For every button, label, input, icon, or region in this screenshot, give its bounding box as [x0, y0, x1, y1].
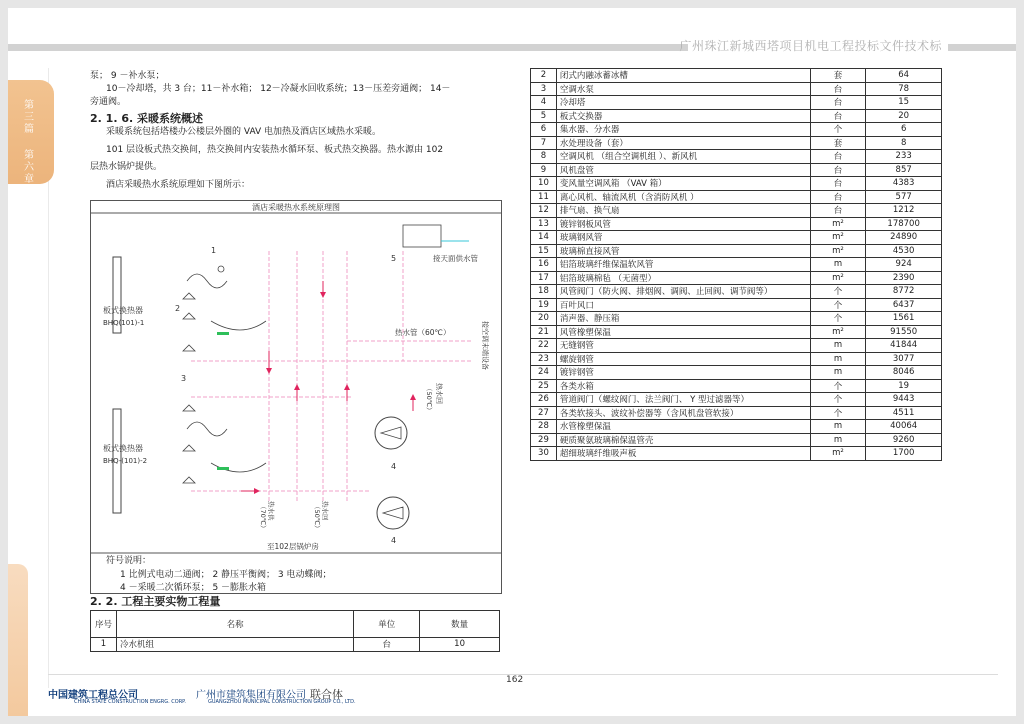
- component-number-2: 2: [175, 304, 181, 313]
- cell-unit: 个: [810, 298, 866, 312]
- hot-water-system-diagram: [90, 200, 502, 594]
- cell-number: 12: [531, 204, 557, 218]
- section-heading-216: 2. 1. 6. 采暖系统概述: [90, 112, 203, 125]
- pump-1-symbol: [381, 427, 401, 439]
- cell-quantity: 78: [866, 82, 942, 96]
- cell-quantity: 1561: [866, 312, 942, 326]
- header-bar-left: [8, 44, 688, 51]
- cell-number: 19: [531, 298, 557, 312]
- cell-quantity: 4511: [866, 406, 942, 420]
- table-row: [531, 109, 942, 123]
- cell-unit: 台: [810, 177, 866, 191]
- table-row: [531, 96, 942, 110]
- table-row: [531, 325, 942, 339]
- cell-unit: 台: [810, 109, 866, 123]
- cell-number: 8: [531, 150, 557, 164]
- quantities-table-right: [530, 68, 942, 461]
- makeup-water-label: 接天面供水管: [433, 254, 478, 263]
- table-row: [531, 406, 942, 420]
- cell-name: 风管橡塑保温: [556, 325, 810, 339]
- quantities-table-left: [90, 610, 500, 652]
- cell-unit: 个: [810, 285, 866, 299]
- cell-number: 18: [531, 285, 557, 299]
- paragraph-4: 酒店采暖热水系统原理如下图所示：: [106, 180, 251, 190]
- cell-name: 镀锌钢板风管: [556, 217, 810, 231]
- joint-venture-label: 联合体: [310, 688, 343, 701]
- cell-number: 26: [531, 393, 557, 407]
- cell-quantity: 2390: [866, 271, 942, 285]
- table-row: [91, 638, 500, 652]
- cell-number: 25: [531, 379, 557, 393]
- cell-unit: 个: [810, 379, 866, 393]
- cell-quantity: 924: [866, 258, 942, 272]
- intro-line-1: 泵； 9 －补水泵；: [90, 71, 165, 81]
- cell-quantity: 40064: [866, 420, 942, 434]
- table-row: [531, 136, 942, 150]
- cell-quantity: 20: [866, 109, 942, 123]
- cell-number: 4: [531, 96, 557, 110]
- cell-number: 14: [531, 231, 557, 245]
- header-name: 名称: [116, 611, 353, 638]
- cell-unit: m²: [810, 325, 866, 339]
- cell-quantity: 8: [866, 136, 942, 150]
- header-unit: 单位: [354, 611, 420, 638]
- side-tab-part: 第三篇: [24, 100, 34, 135]
- cell-number: 9: [531, 163, 557, 177]
- cell-number: 6: [531, 123, 557, 137]
- cell-unit: m: [810, 420, 866, 434]
- exchanger-1-label: 板式换热器: [103, 306, 143, 315]
- cell-name: 玻璃棉直接风管: [556, 244, 810, 258]
- diagram-svg: [91, 201, 501, 593]
- valve-cluster-top: [183, 266, 266, 351]
- paragraph-2: 101 层设板式热交换间，热交换间内安装热水循环泵、板式热交换器。热水源由 102: [106, 145, 444, 155]
- table-row: [531, 366, 942, 380]
- cell-name: 空调风机 （组合空调机组 ）、新风机: [556, 150, 810, 164]
- cell-number: 16: [531, 258, 557, 272]
- component-number-3: 3: [181, 374, 187, 383]
- legend-line-1: 1 比例式电动二通阀； 2 静压平衡阀； 3 电动蝶阀；: [120, 570, 332, 580]
- cell-name: 水处理设备（套）: [556, 136, 810, 150]
- table-row: [531, 393, 942, 407]
- cell-unit: m: [810, 258, 866, 272]
- cell-number: 23: [531, 352, 557, 366]
- cell-name: 各类水箱: [556, 379, 810, 393]
- cell-name: 百叶风口: [556, 298, 810, 312]
- right-table-body: [531, 69, 942, 461]
- company-logo-left-en: CHINA STATE CONSTRUCTION ENGRG. CORP.: [74, 699, 186, 705]
- page-number: 162: [506, 675, 524, 685]
- cell-number: 27: [531, 406, 557, 420]
- header-quantity: 数量: [420, 611, 500, 638]
- table-row: [531, 123, 942, 137]
- cell-unit: 台: [354, 638, 420, 652]
- cell-number: 11: [531, 190, 557, 204]
- hot-water-return-temp: （50℃）: [425, 385, 433, 414]
- component-number-4a: 4: [391, 462, 397, 471]
- cell-quantity: 10: [420, 638, 500, 652]
- cell-unit: m²: [810, 447, 866, 461]
- cell-unit: m: [810, 433, 866, 447]
- cell-unit: 个: [810, 123, 866, 137]
- hot-supply-temp: （70℃）: [259, 503, 267, 532]
- cell-unit: 个: [810, 393, 866, 407]
- cell-quantity: 1700: [866, 447, 942, 461]
- table-row: [531, 217, 942, 231]
- cell-number: 13: [531, 217, 557, 231]
- cell-number: 1: [91, 638, 117, 652]
- to-boiler-label: 至102层锅炉房: [267, 542, 319, 551]
- hot-water-return-label: 热水回: [435, 383, 443, 404]
- side-decoration: [8, 564, 28, 716]
- cell-quantity: 24890: [866, 231, 942, 245]
- pink-pipes: [191, 251, 471, 501]
- cell-unit: 套: [810, 69, 866, 83]
- cell-unit: m²: [810, 244, 866, 258]
- cell-name: 铝箔玻璃纤维保温软风管: [556, 258, 810, 272]
- company-logo-right: 广州市建筑集团有限公司: [196, 690, 306, 701]
- cell-quantity: 178700: [866, 217, 942, 231]
- cell-name: 硬质聚氨玻璃棉保温管壳: [556, 433, 810, 447]
- cell-quantity: 577: [866, 190, 942, 204]
- cell-unit: 套: [810, 136, 866, 150]
- table-row: [531, 298, 942, 312]
- cell-quantity: 857: [866, 163, 942, 177]
- cell-name: 离心风机、轴流风机（含消防风机 ）: [556, 190, 810, 204]
- section-heading-22: 2. 2. 工程主要实物工程量: [90, 595, 221, 608]
- cell-name: 螺旋钢管: [556, 352, 810, 366]
- header-number: 序号: [91, 611, 117, 638]
- cell-unit: 台: [810, 82, 866, 96]
- cell-unit: 台: [810, 150, 866, 164]
- cell-quantity: 3077: [866, 352, 942, 366]
- table-row: [531, 190, 942, 204]
- cell-unit: 个: [810, 312, 866, 326]
- cell-number: 7: [531, 136, 557, 150]
- cell-name: 水管橡塑保温: [556, 420, 810, 434]
- table-row: [531, 312, 942, 326]
- component-number-4b: 4: [391, 536, 397, 545]
- paragraph-1: 采暖系统包括塔楼办公楼层外圈的 VAV 电加热及酒店区域热水采暖。: [106, 127, 382, 137]
- cell-name: 集水器、分水器: [556, 123, 810, 137]
- table-row: [531, 447, 942, 461]
- table-row: [531, 204, 942, 218]
- intro-line-3: 旁通阀。: [90, 97, 127, 107]
- table-row: [531, 258, 942, 272]
- cell-unit: m²: [810, 231, 866, 245]
- cell-name: 无缝钢管: [556, 339, 810, 353]
- cell-name: 空调水泵: [556, 82, 810, 96]
- exchanger-1-code: BHQ(101)-1: [103, 319, 145, 327]
- cell-quantity: 8046: [866, 366, 942, 380]
- cell-quantity: 9260: [866, 433, 942, 447]
- cell-quantity: 41844: [866, 339, 942, 353]
- legend-title: 符号说明：: [106, 556, 152, 566]
- component-number-5: 5: [391, 254, 397, 263]
- cell-name: 板式交换器: [556, 109, 810, 123]
- cell-number: 29: [531, 433, 557, 447]
- table-row: [531, 244, 942, 258]
- cell-quantity: 1212: [866, 204, 942, 218]
- green-flow-arrows: [217, 332, 229, 470]
- table-row: [531, 163, 942, 177]
- cell-number: 5: [531, 109, 557, 123]
- cell-name: 闭式内融冰蓄冰槽: [556, 69, 810, 83]
- cell-unit: m²: [810, 217, 866, 231]
- cell-name: 管道阀门（螺纹阀门、法兰阀门、 Y 型过滤器等）: [556, 393, 810, 407]
- cell-name: 冷水机组: [116, 638, 353, 652]
- hot-return-label: 热水回: [321, 501, 329, 521]
- header-bar-right: [948, 44, 1016, 51]
- table-header-row: [91, 611, 500, 638]
- cell-name: 消声器、静压箱: [556, 312, 810, 326]
- cell-quantity: 8772: [866, 285, 942, 299]
- paragraph-3: 层热水锅炉提供。: [90, 162, 163, 172]
- intro-line-2: 10－冷却塔，共 3 台；11－补水箱； 12－冷凝水回收系统；13－压差旁通阀； 14－: [106, 84, 451, 94]
- hot-return-temp: （50℃）: [313, 503, 321, 532]
- cell-unit: 台: [810, 190, 866, 204]
- cell-name: 镀锌钢管: [556, 366, 810, 380]
- valve-cluster-bottom: [183, 405, 266, 483]
- cell-unit: m: [810, 366, 866, 380]
- to-terminal-label: 接空调末端设备: [481, 321, 489, 370]
- cell-name: 排气扇、换气扇: [556, 204, 810, 218]
- header-title: 广州珠江新城西塔项目机电工程投标文件技术标: [679, 39, 942, 53]
- cell-number: 10: [531, 177, 557, 191]
- cell-name: 铝箔玻璃棉毡 （无菌型）: [556, 271, 810, 285]
- table-row: [531, 379, 942, 393]
- hot-supply-label: 热水供: [267, 501, 275, 521]
- cell-quantity: 91550: [866, 325, 942, 339]
- table-row: [531, 177, 942, 191]
- cell-name: 玻璃钢风管: [556, 231, 810, 245]
- cell-unit: m: [810, 339, 866, 353]
- cell-name: 风机盘管: [556, 163, 810, 177]
- cell-number: 30: [531, 447, 557, 461]
- cell-quantity: 19: [866, 379, 942, 393]
- cell-quantity: 233: [866, 150, 942, 164]
- cell-quantity: 9443: [866, 393, 942, 407]
- cell-number: 24: [531, 366, 557, 380]
- cell-number: 20: [531, 312, 557, 326]
- cell-unit: 个: [810, 406, 866, 420]
- cell-number: 3: [531, 82, 557, 96]
- cell-number: 2: [531, 69, 557, 83]
- table-row: [531, 82, 942, 96]
- company-logo-right-en: GUANGZHOU MUNICIPAL CONSTRUCTION GROUP CO., LTD.: [208, 699, 356, 705]
- cell-unit: m: [810, 352, 866, 366]
- company-logo-left: 中国建筑工程总公司: [48, 690, 138, 701]
- table-row: [531, 150, 942, 164]
- red-flow-arrows: [241, 281, 413, 491]
- table-row: [531, 420, 942, 434]
- cell-number: 28: [531, 420, 557, 434]
- cell-number: 15: [531, 244, 557, 258]
- table-row: [531, 352, 942, 366]
- cell-name: 冷却塔: [556, 96, 810, 110]
- hot-water-pipe-label: 热水管（60℃）: [395, 328, 451, 337]
- table-row: [531, 231, 942, 245]
- cell-quantity: 64: [866, 69, 942, 83]
- table-row: [531, 69, 942, 83]
- cell-name: 风管阀门（防火阀、排烟阀、调阀、止回阀、调节阀等）: [556, 285, 810, 299]
- cell-quantity: 6437: [866, 298, 942, 312]
- table-row: [531, 339, 942, 353]
- pump-2-symbol: [383, 507, 403, 519]
- cell-number: 21: [531, 325, 557, 339]
- cell-quantity: 15: [866, 96, 942, 110]
- table-row: [531, 433, 942, 447]
- table-row: [531, 271, 942, 285]
- component-number-1: 1: [211, 246, 217, 255]
- cell-number: 22: [531, 339, 557, 353]
- cell-name: 各类软接头、波纹补偿器等（含风机盘管软接）: [556, 406, 810, 420]
- cell-quantity: 4530: [866, 244, 942, 258]
- side-tab-chapter: 第六章: [24, 150, 34, 185]
- cell-name: 超细玻璃纤维吸声板: [556, 447, 810, 461]
- legend-line-2: 4 －采暖二次循环泵； 5 －膨胀水箱: [120, 583, 267, 593]
- cell-number: 17: [531, 271, 557, 285]
- exchanger-2-label: 板式换热器: [103, 444, 143, 453]
- cell-unit: 台: [810, 96, 866, 110]
- cell-quantity: 6: [866, 123, 942, 137]
- cell-quantity: 4383: [866, 177, 942, 191]
- expansion-tank: [403, 225, 441, 247]
- cell-unit: 台: [810, 204, 866, 218]
- document-page: [8, 8, 1016, 716]
- table-row: [531, 285, 942, 299]
- cell-unit: m²: [810, 271, 866, 285]
- exchanger-2-code: BHQ-(101)-2: [103, 457, 148, 465]
- cell-name: 变风量空调风箱 （VAV 箱）: [556, 177, 810, 191]
- diagram-title: 酒店采暖热水系统原理图: [252, 203, 340, 212]
- cell-unit: 台: [810, 163, 866, 177]
